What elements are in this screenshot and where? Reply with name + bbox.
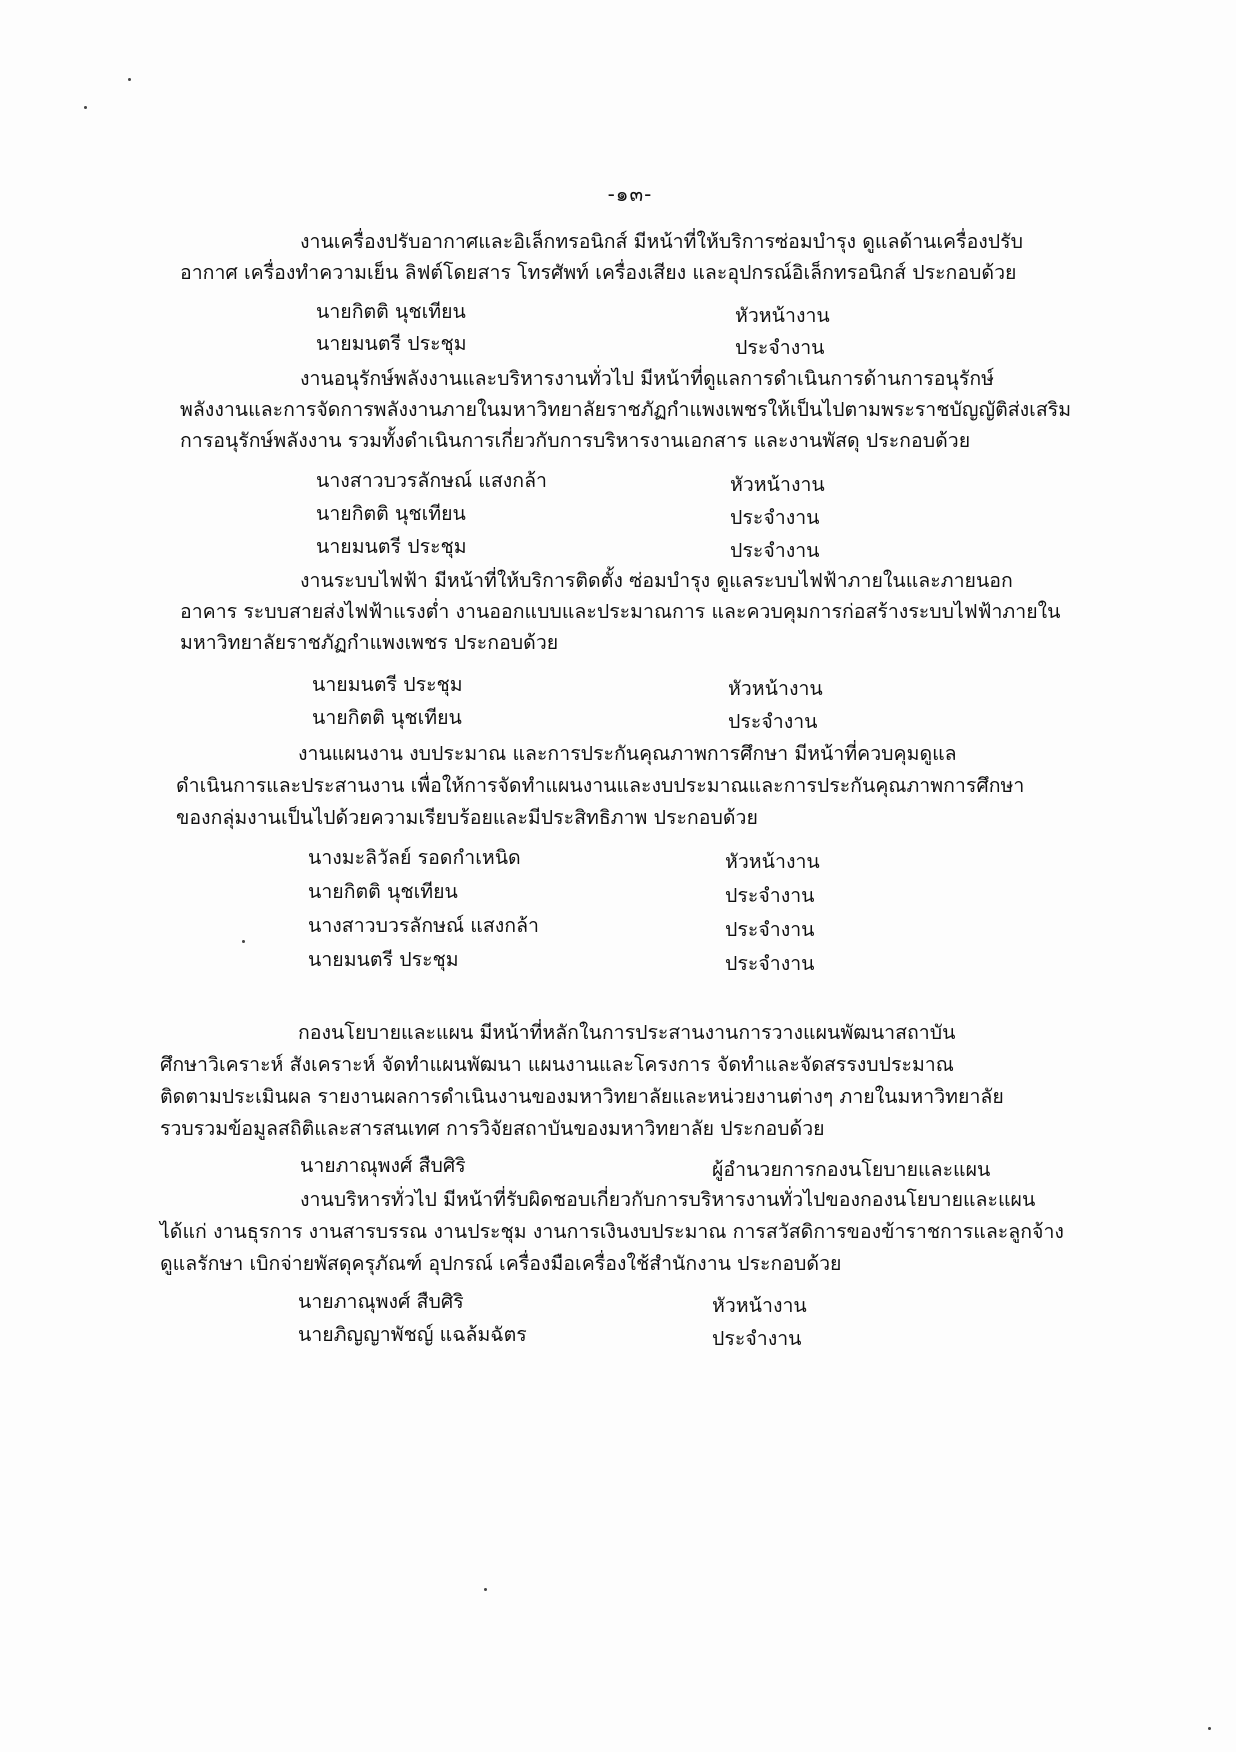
aircon-para-line-1: งานเครื่องปรับอากาศและอิเล็กทรอนิกส์ มีหน้าที่ให้บริการซ่อมบำรุง ดูแลด้านเครื่องปรับ (300, 230, 1024, 253)
planning-para-line-3: ของกลุ่มงานเป็นไปด้วยความเรียบร้อยและมีประสิทธิภาพ ประกอบด้วย (176, 806, 758, 829)
planning-member-role-2: ประจำงาน (725, 884, 815, 907)
energy-para-line-3: การอนุรักษ์พลังงาน รวมทั้งดำเนินการเกี่ยวกับการบริหารงานเอกสาร และงานพัสดุ ประกอบด้วย (180, 429, 971, 452)
scan-speck (1208, 1727, 1211, 1730)
policy-member-name-1: นายภาณุพงศ์ สืบศิริ (300, 1154, 466, 1177)
scan-speck (242, 940, 245, 943)
energy-para-line-2: พลังงานและการจัดการพลังงานภายในมหาวิทยาลัยราชภัฏกำแพงเพชรให้เป็นไปตามพระราชบัญญัติส่งเสริม (180, 398, 1072, 421)
aircon-member-name-2: นายมนตรี ประชุม (316, 332, 467, 355)
planning-member-name-2: นายกิตติ นุชเทียน (308, 880, 458, 903)
policy-para-line-3: ติดตามประเมินผล รายงานผลการดำเนินงานของมหาวิทยาลัยและหน่วยงานต่างๆ ภายในมหาวิทยาลัย (160, 1085, 1004, 1108)
admin-member-role-2: ประจำงาน (712, 1327, 802, 1350)
planning-member-role-1: หัวหน้างาน (725, 850, 820, 873)
aircon-member-name-1: นายกิตติ นุชเทียน (316, 300, 466, 323)
admin-para-line-2: ได้แก่ งานธุรการ งานสารบรรณ งานประชุม งานการเงินงบประมาณ การสวัสดิการของข้าราชการและลูกจ้าง (160, 1220, 1064, 1243)
planning-para-line-2: ดำเนินการและประสานงาน เพื่อให้การจัดทำแผนงานและงบประมาณและการประกันคุณภาพการศึกษา (176, 774, 1025, 797)
aircon-para-line-2: อากาศ เครื่องทำความเย็น ลิฟต์โดยสาร โทรศัพท์ เครื่องเสียง และอุปกรณ์อิเล็กทรอนิกส์ ประกอบด้วย (180, 261, 1017, 284)
scan-speck (484, 1588, 487, 1591)
electric-member-role-2: ประจำงาน (728, 710, 818, 733)
page-number: -๑๓- (607, 182, 653, 206)
planning-member-name-4: นายมนตรี ประชุม (308, 948, 459, 971)
planning-member-name-1: นางมะลิวัลย์ รอดกำเหนิด (308, 846, 521, 869)
admin-member-role-1: หัวหน้างาน (712, 1294, 807, 1317)
energy-para-line-1: งานอนุรักษ์พลังงานและบริหารงานทั่วไป มีหน้าที่ดูแลการดำเนินการด้านการอนุรักษ์ (300, 367, 994, 390)
aircon-member-role-2: ประจำงาน (735, 336, 825, 359)
admin-para-line-1: งานบริหารทั่วไป มีหน้าที่รับผิดชอบเกี่ยวกับการบริหารงานทั่วไปของกองนโยบายและแผน (300, 1188, 1036, 1211)
electric-para-line-3: มหาวิทยาลัยราชภัฏกำแพงเพชร ประกอบด้วย (180, 631, 559, 654)
admin-member-name-2: นายภิญญาพัชญ์ แฉล้มฉัตร (298, 1323, 527, 1346)
energy-member-name-1: นางสาวบวรลักษณ์ แสงกล้า (316, 469, 548, 492)
electric-para-line-2: อาคาร ระบบสายส่งไฟฟ้าแรงต่ำ งานออกแบบและประมาณการ และควบคุมการก่อสร้างระบบไฟฟ้าภายใน (180, 600, 1061, 623)
admin-para-line-3: ดูแลรักษา เบิกจ่ายพัสดุครุภัณฑ์ อุปกรณ์ เครื่องมือเครื่องใช้สำนักงาน ประกอบด้วย (160, 1252, 842, 1275)
scan-speck (84, 106, 87, 109)
energy-member-role-1: หัวหน้างาน (730, 473, 825, 496)
admin-member-name-1: นายภาณุพงศ์ สืบศิริ (298, 1290, 464, 1313)
electric-member-name-2: นายกิตติ นุชเทียน (312, 706, 462, 729)
energy-member-name-3: นายมนตรี ประชุม (316, 535, 467, 558)
policy-para-line-1: กองนโยบายและแผน มีหน้าที่หลักในการประสานงานการวางแผนพัฒนาสถาบัน (298, 1021, 956, 1044)
scan-speck (128, 78, 131, 81)
planning-member-role-3: ประจำงาน (725, 918, 815, 941)
policy-para-line-4: รวบรวมข้อมูลสถิติและสารสนเทศ การวิจัยสถาบันของมหาวิทยาลัย ประกอบด้วย (160, 1117, 825, 1140)
electric-para-line-1: งานระบบไฟฟ้า มีหน้าที่ให้บริการติดตั้ง ซ่อมบำรุง ดูแลระบบไฟฟ้าภายในและภายนอก (300, 569, 1013, 592)
electric-member-role-1: หัวหน้างาน (728, 677, 823, 700)
energy-member-name-2: นายกิตติ นุชเทียน (316, 502, 466, 525)
policy-member-role-1: ผู้อำนวยการกองนโยบายและแผน (712, 1158, 991, 1181)
energy-member-role-2: ประจำงาน (730, 506, 820, 529)
planning-para-line-1: งานแผนงาน งบประมาณ และการประกันคุณภาพการศึกษา มีหน้าที่ควบคุมดูแล (298, 742, 957, 765)
aircon-member-role-1: หัวหน้างาน (735, 304, 830, 327)
electric-member-name-1: นายมนตรี ประชุม (312, 673, 463, 696)
planning-member-name-3: นางสาวบวรลักษณ์ แสงกล้า (308, 914, 540, 937)
energy-member-role-3: ประจำงาน (730, 539, 820, 562)
policy-para-line-2: ศึกษาวิเคราะห์ สังเคราะห์ จัดทำแผนพัฒนา แผนงานและโครงการ จัดทำและจัดสรรงบประมาณ (160, 1053, 954, 1076)
planning-member-role-4: ประจำงาน (725, 952, 815, 975)
